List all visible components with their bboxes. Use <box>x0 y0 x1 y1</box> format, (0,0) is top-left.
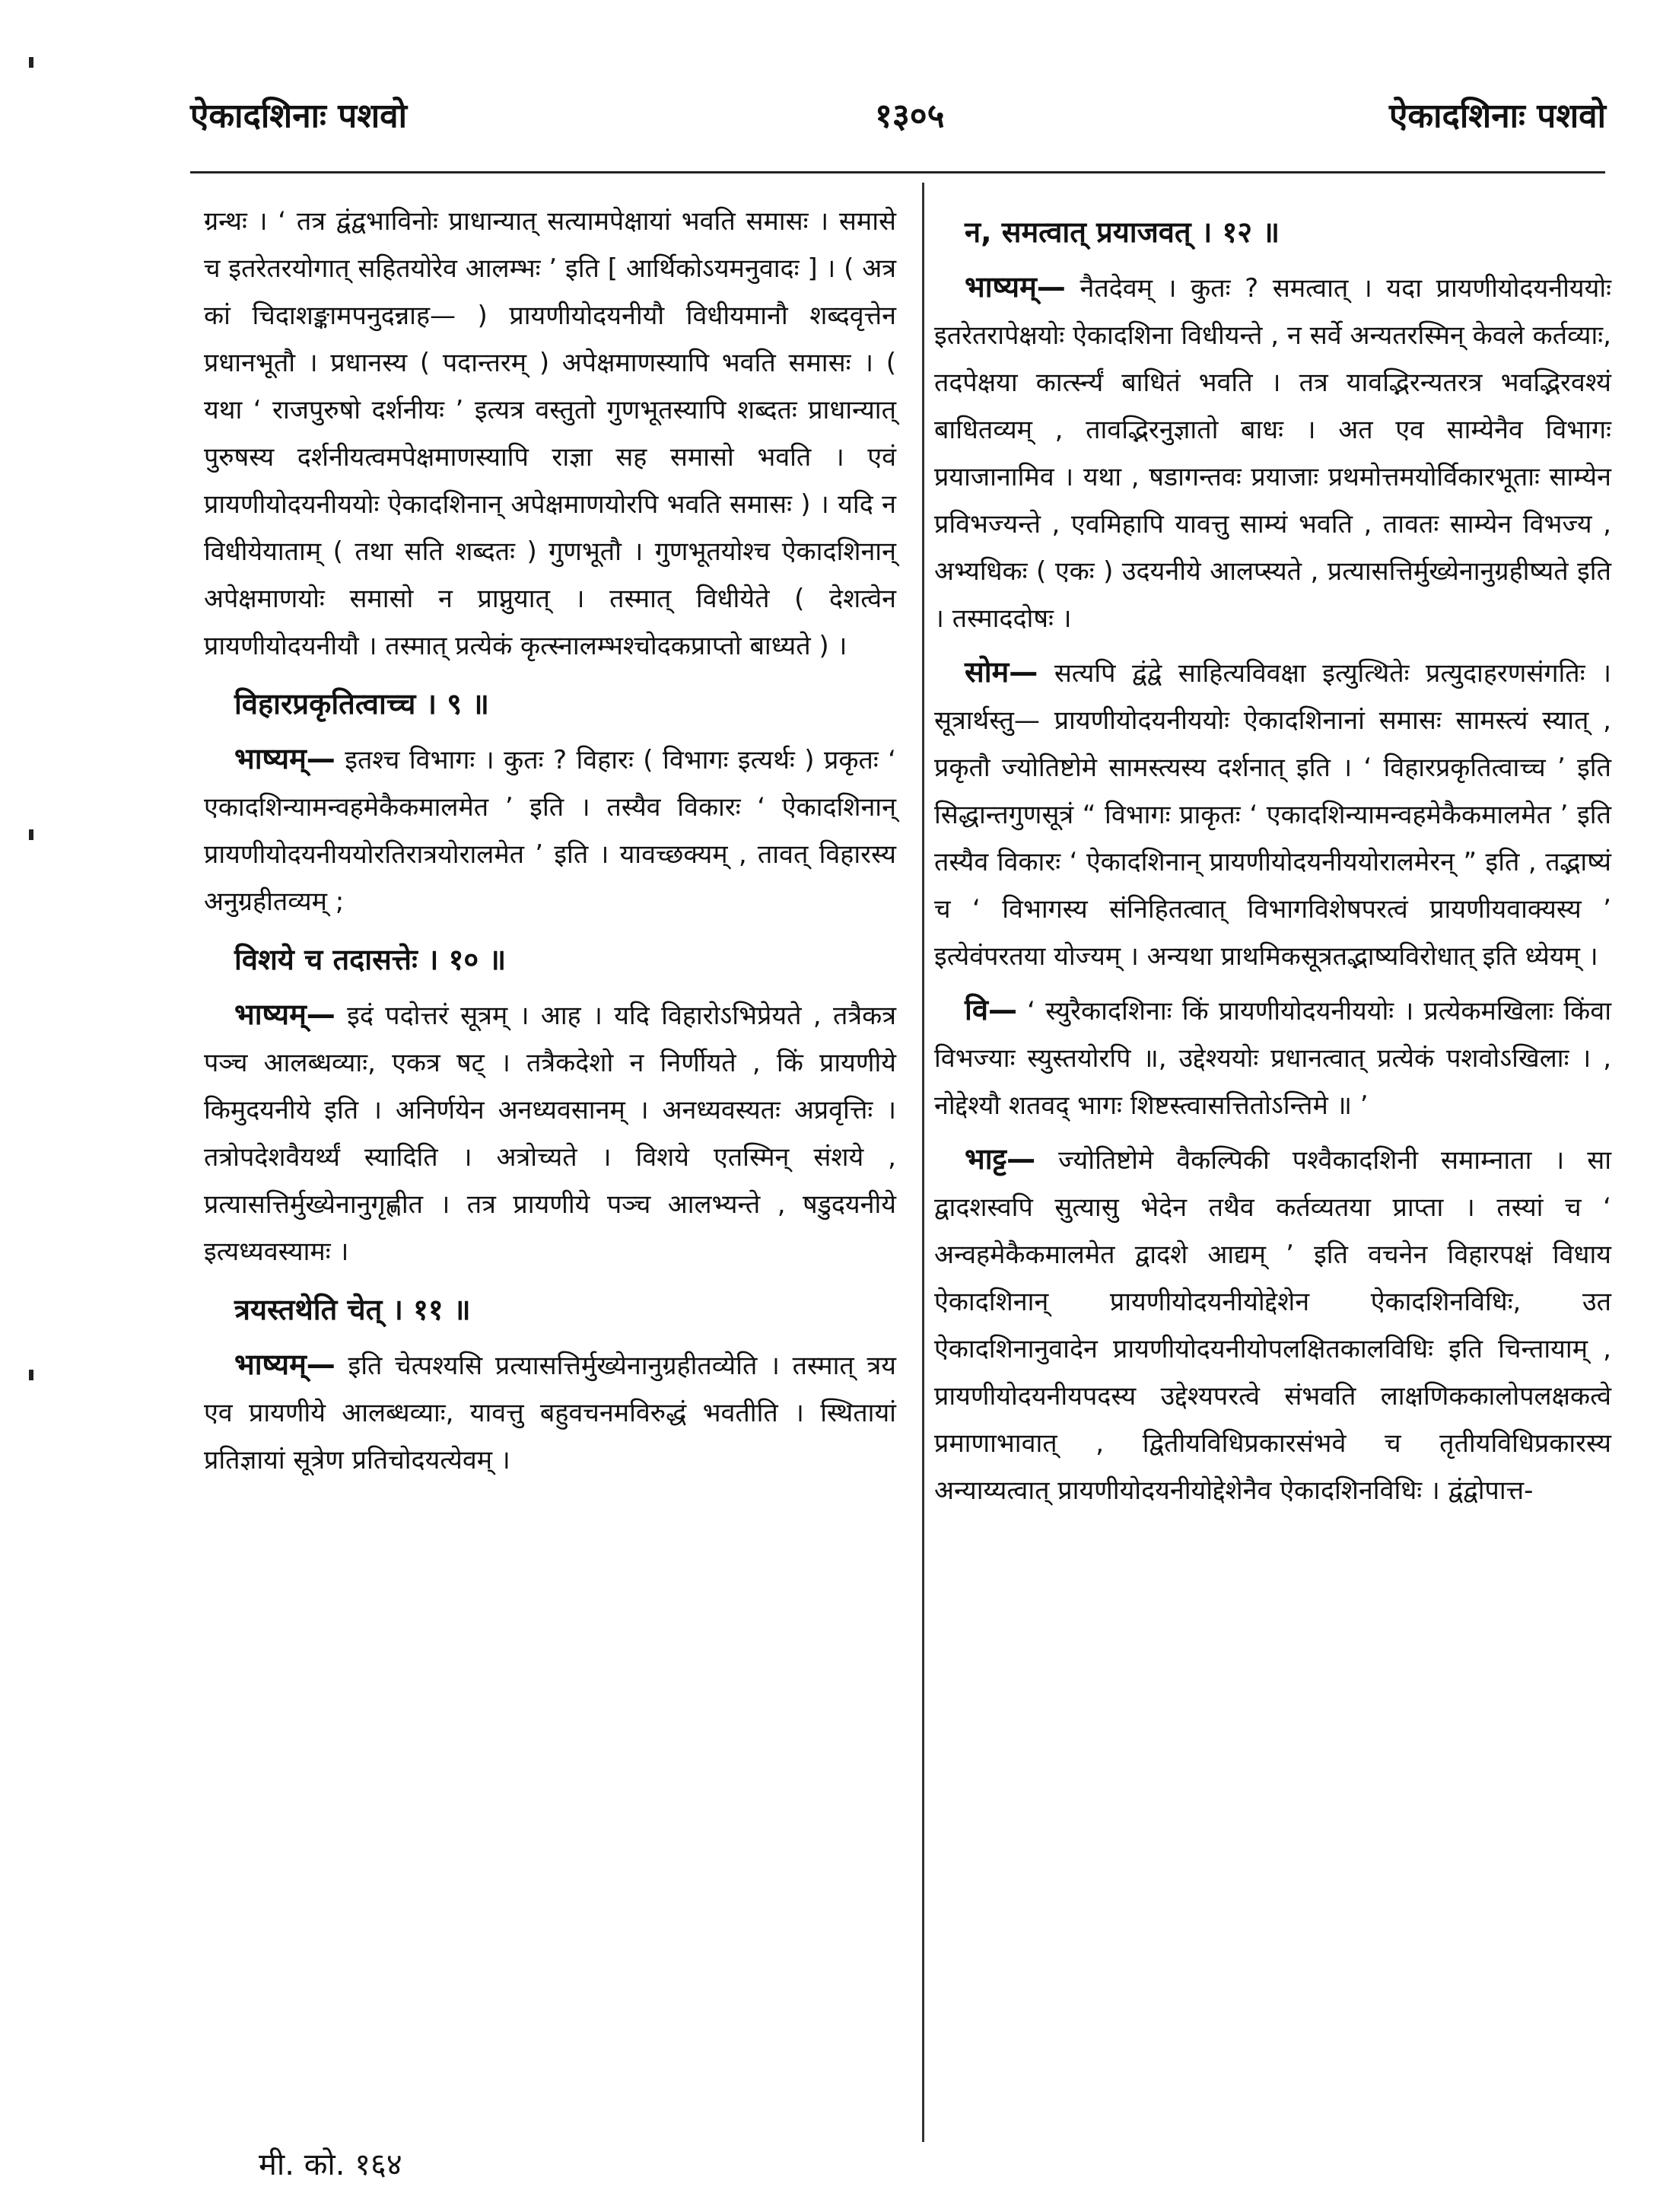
sutra-9: विहारप्रकृतित्वाच्च । ९ ॥ <box>234 687 489 721</box>
bhashya-text: इदं पदोत्तरं सूत्रम् । आह । यदि विहारोऽभिप्रेयते , तत्रैकत्र पञ्च आलब्धव्याः, एकत्र षट् । तत्रैकदेशो न निर्णीयते , किं प्रायणीये किमुदयनीये इति । अनिर्णयेन अनध्यवसानम् । अनध्यवस्यतः अप्रवृत्तिः । तत्रोपदेशवैयर्थ्यं स्यादिति । अत्रोच्यते । विशये एतस्मिन् संशये , प्रत्यासत्तिर्मुख्येनानुगृह्णीत । तत्र प्रायणीये पञ्च आलभ्यन्ते , षडुदयनीये इत्यध्यवस्यामः । <box>204 1001 896 1267</box>
bhashya-11 <box>204 1341 896 1484</box>
running-head-right: ऐकादशिनाः पशवो <box>1389 97 1606 135</box>
soma-commentary <box>934 648 1611 980</box>
bhashya-label: भाष्यम्— <box>234 742 335 775</box>
bhashya-9 <box>204 735 896 925</box>
left-text-block: ग्रन्थः । ‘ तत्र द्वंद्वभाविनोः प्राधान्यात् सत्यामपेक्षायां भवति समासः । समासे च इतरेतरयोगात् सहितयोरेव आलम्भः ’ इति [ आर्थिकोऽयमनुवादः ] । ( अत्र कां चिदाशङ्कामपनुदन्नाह— ) प्रायणीयोदयनीयौ विधीयमानौ शब्दवृत्तेन प्रधानभूतौ । प्रधानस्य ( पदान्तरम् ) अपेक्षमाणस्यापि भवति समासः । ( यथा ‘ राजपुरुषो दर्शनीयः ’ इत्यत्र वस्तुतो गुणभूतस्यापि शब्दतः प्राधान्यात् पुरुषस्य दर्शनीयत्वमपेक्षमाणस्यापि राज्ञा सह समासो भवति । एवं प्रायणीयोदयनीययोः ऐकादशिनान् अपेक्षमाणयोरपि भवति समासः ) । यदि न विधीयेयाताम् ( तथा सति शब्दतः ) गुणभूतौ । गुणभूतयोश्च ऐकादशिनान् अपेक्षमाणयोः समासो न प्राप्नुयात् । तस्मात् विधीयेते ( देशत्वेन प्रायणीयोदयनीयौ । तस्मात् प्रत्येकं कृत्स्नालम्भश्चोदकप्राप्तो बाध्यते ) । <box>204 206 896 661</box>
bhashya-text: इतश्च विभागः । कुतः ? विहारः ( विभागः इत्यर्थः ) प्रकृतः ‘ एकादशिन्यामन्वहमेकैकमालमेत ’ इति । तस्यैव विकारः ‘ ऐकादशिनान् प्रायणीयोदयनीययोरतिरात्रयोरालमेत ’ इति । यावच्छक्यम् , तावत् विहारस्य अनुग्रहीतव्यम् ; <box>204 745 896 917</box>
sutra-11: त्रयस्तथेति चेत् । ११ ॥ <box>234 1293 471 1326</box>
bhashya-10 <box>204 991 896 1275</box>
running-head-left: ऐकादशिनाः पशवो <box>190 97 407 135</box>
bhashya-label: भाष्यम्— <box>234 998 335 1031</box>
right-column <box>934 198 1611 1520</box>
commentary-label: वि— <box>965 993 1017 1026</box>
sutra-10: विशये च तदासत्तेः । १० ॥ <box>234 943 507 976</box>
left-column <box>204 198 896 1490</box>
bhashya-12 <box>934 263 1611 642</box>
bhashya-text: इति चेत्पश्यसि प्रत्यासत्तिर्मुख्येनानुग्रहीतव्येति । तस्मात् त्रय एव प्रायणीये आलब्धव्याः, यावत्तु बहुवचनमविरुद्धं भवतीति । स्थितायां प्रतिज्ञायां सूत्रेण प्रतिचोदयत्येवम् । <box>204 1351 896 1475</box>
page-number: १३०५ <box>875 97 945 135</box>
commentary-label: भाट्ट— <box>965 1142 1036 1176</box>
signature-mark: मी. को. १६४ <box>259 2147 402 2182</box>
scan-mark <box>29 1370 33 1380</box>
vi-commentary <box>934 986 1611 1129</box>
scan-mark <box>29 57 33 68</box>
header-rule <box>190 171 1605 173</box>
commentary-text: सत्यपि द्वंद्वे साहित्यविवक्षा इत्युत्थितेः प्रत्युदाहरणसंगतिः । सूत्रार्थस्तु— प्रायणीयोदयनीययोः ऐकादशिनानां समासः सामस्त्यं स्यात् , प्रकृतौ ज्योतिष्टोमे सामस्त्यस्य दर्शनात् इति । ‘ विहारप्रकृतित्वाच्च ’ इति सिद्धान्तगुणसूत्रं “ विभागः प्राकृतः ‘ एकादशिन्यामन्वहमेकैकमालमेत ’ इति तस्यैव विकारः ‘ ऐकादशिनान् प्रायणीयोदयनीययोरालमेरन् ” इति , तद्भाष्यं च ‘ विभागस्य संनिहितत्वात् विभागविशेषपरत्वं प्रायणीयवाक्यस्य ’ इत्येवंपरतया योज्यम् । अन्यथा प्राथमिकसूत्रतद्भाष्यविरोधात् इति ध्येयम् । <box>934 658 1611 972</box>
column-divider <box>922 183 924 2142</box>
sutra-12: न, समत्वात् प्रयाजवत् । १२ ॥ <box>965 215 1280 249</box>
bhashya-label: भाष्यम्— <box>965 270 1066 304</box>
commentary-text: ‘ स्युरैकादशिनाः किं प्रायणीयोदयनीययोः । प्रत्येकमखिलाः किंवा विभज्याः स्युस्तयोरपि ॥, उद्देश्ययोः प्रधानत्वात् प्रत्येकं पशवोऽखिलाः । , नोद्देश्यौ शतवद् भागः शिष्टस्त्वासत्तितोऽन्तिमे ॥ ’ <box>934 996 1611 1121</box>
bhashya-text: नैतदेवम् । कुतः ? समत्वात् । यदा प्रायणीयोदयनीययोः इतरेतरापेक्षयोः ऐकादशिना विधीयन्ते , न सर्वे अन्यतरस्मिन् केवले कर्तव्याः, तदपेक्षया कार्त्स्न्यं बाधितं भवति । तत्र यावद्भिरन्यतरत्र भवद्भिरवश्यं बाधितव्यम् , तावद्भिरनुज्ञातो बाधः । अत एव साम्येनैव विभागः प्रयाजानामिव । यथा , षडागन्तवः प्रयाजाः प्रथमोत्तमयोर्विकारभूताः साम्येन प्रविभज्यन्ते , एवमिहापि यावत्तु साम्यं भवति , तावतः साम्येन विभज्य , अभ्यधिकः ( एकः ) उदयनीये आलप्स्यते , प्रत्यासत्तिर्मुख्येनानुग्रहीष्यते इति । तस्माददोषः । <box>934 273 1611 634</box>
commentary-text: ज्योतिष्टोमे वैकल्पिकी पश्वैकादशिनी समाम्नाता । सा द्वादशस्वपि सुत्यासु भेदेन तथैव कर्तव्यतया प्राप्ता । तस्यां च ‘ अन्वहमेकैकमालमेत द्वादशे आद्यम् ’ इति वचनेन विहारपक्षं विधाय ऐकादशिनान् प्रायणीयोदयनीयोद्देशेन ऐकादशिनविधिः, उत ऐकादशिनानुवादेन प्रायणीयोदयनीयोपलक्षितकालविधिः इति चिन्तायाम् , प्रायणीयोदयनीयपदस्य उद्देश्यपरत्वे संभवति लाक्षणिककालोपलक्षकत्वे प्रमाणाभावात् , द्वितीयविधिप्रकारसंभवे च तृतीयविधिप्रकारस्य अन्याय्यत्वात् प्रायणीयोदयनीयोद्देशेनैव ऐकादशिनविधिः । द्वंद्वोपात्त- <box>934 1145 1611 1506</box>
commentary-label: सोम— <box>965 655 1038 689</box>
scan-mark <box>29 829 33 840</box>
bhatta-commentary <box>934 1135 1611 1514</box>
bhashya-label: भाष्यम्— <box>234 1348 335 1381</box>
